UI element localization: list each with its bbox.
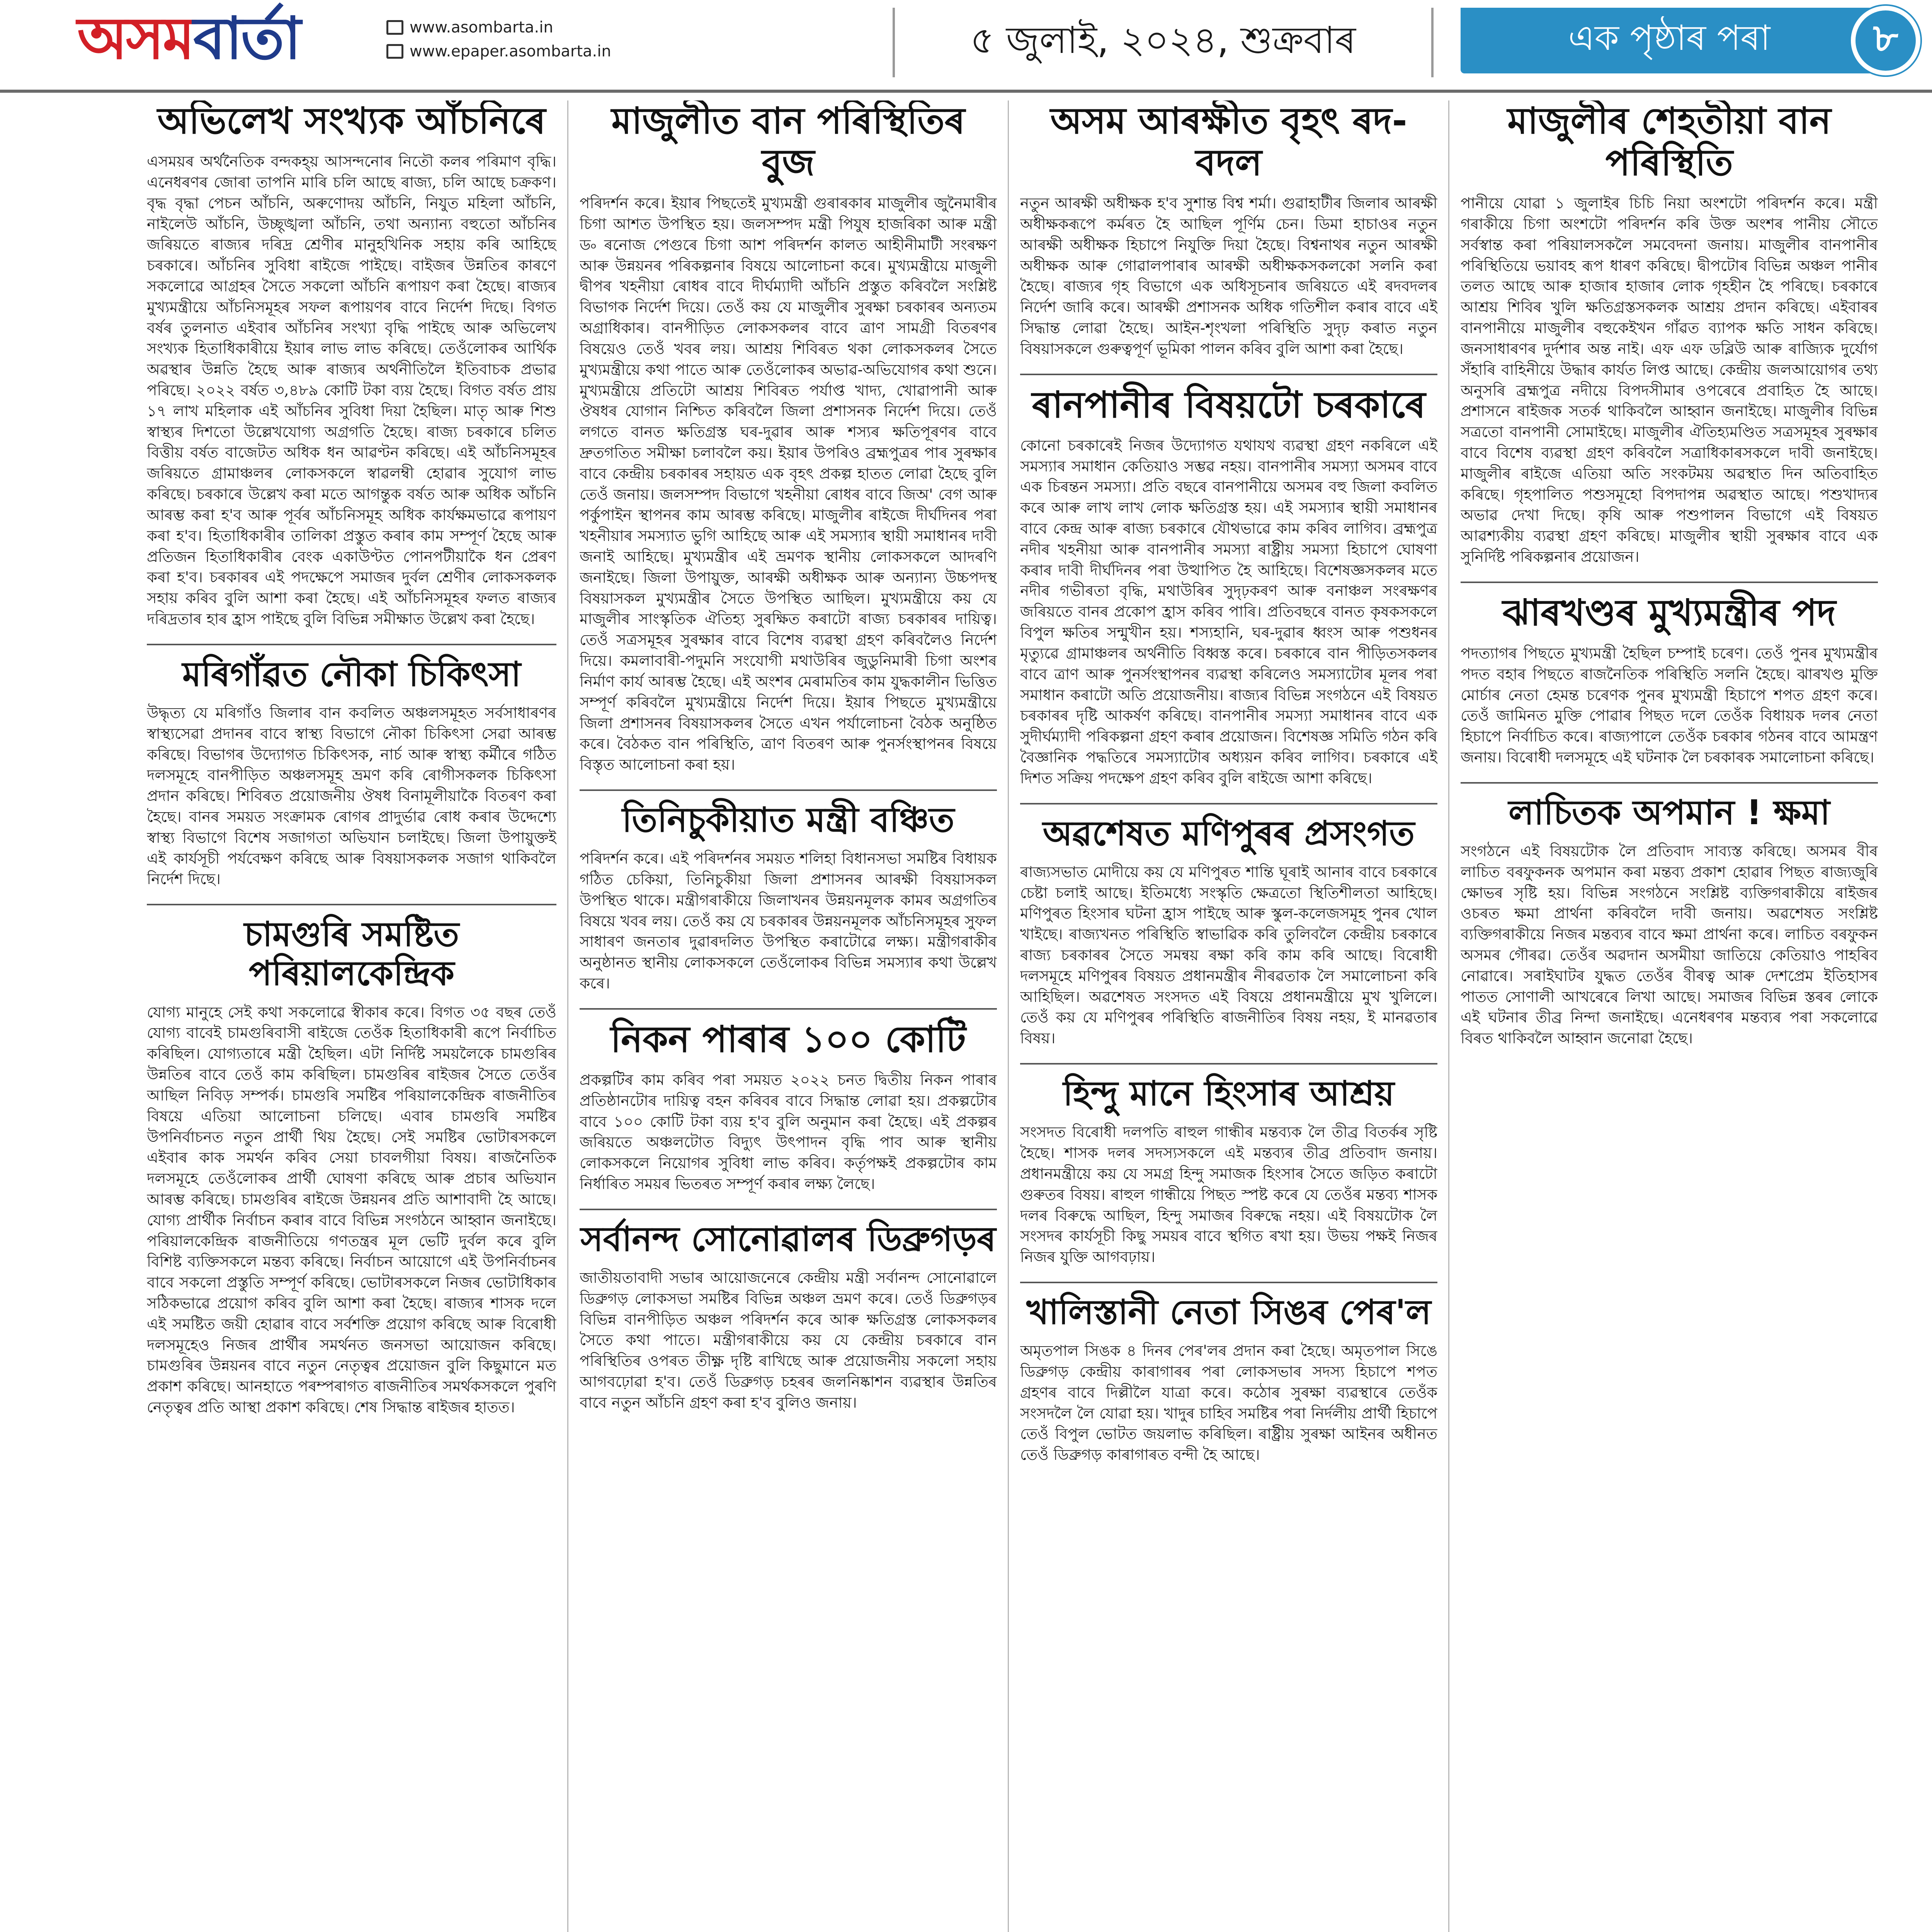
article[interactable] [147, 655, 556, 890]
page-number: ৮ [1873, 15, 1898, 61]
article-headline[interactable]: ঝাৰখণ্ডৰ মুখ্যমন্ত্ৰীৰ পদ [1502, 592, 1836, 634]
article[interactable] [580, 100, 997, 776]
epaper-icon [386, 44, 403, 59]
article[interactable] [147, 100, 556, 630]
article[interactable] [1020, 100, 1437, 360]
article[interactable] [147, 915, 556, 1418]
dateline [893, 8, 1434, 77]
article-headline[interactable]: খালিস্তানী নেতা সিঙৰ পেৰ'ল [1026, 1292, 1431, 1332]
article[interactable] [1020, 384, 1437, 789]
article-body: এসময়ৰ অৰ্থনৈতিক বন্দকহ্‌য় আসন্দনোৰ নিতৌ কলৰ পৰিমাণ বৃদ্ধি। এনেধৰণৰ জোৰা তাপনি মাৰি চলি আছে ৰাজ্য, চলি আছে চক্ৰকণ। বৃদ্ধ বৃদ্ধা পেচন আঁচনি, অৰুণোদয় আঁচনি, নিযুত মহিলা আঁচনি, নাইলেউ আঁচনি, উচ্ছৃঙ্খলা আঁচনি, তথা অন্যান্য বহুতো আঁচনিৰ জৰিয়তে ৰাজ্যৰ দৰিদ্ৰ শ্ৰেণীৰ মানুহখিনিক সহায় কৰি আহিছে চৰকাৰে। আঁচনিৰ সুবিধা ৰাইজে পাইছে। বাইজৰ উন্নতিৰ কাৰণে সকলোৱে আগ্ৰহৰ সৈতে সকলো আঁচনি ৰূপায়ণ কৰা হৈছে। ৰাজ্যৰ মুখ্যমন্ত্ৰীয়ে আঁচনিসমূহৰ সফল ৰূপায়ণৰ বাবে নিৰ্দেশ দিছে। বিগত বৰ্ষৰ তুলনাত এইবাৰ আঁচনিৰ সংখ্যা বৃদ্ধি পাইছে আৰু অভিলেখ সংখ্যক হিতাধিকাৰীয়ে ইয়াৰ লাভ লাভ কৰিছে। তেওঁলোকৰ আৰ্থিক অৱস্থাৰ উন্নতি হৈছে আৰু ৰাজ্যৰ অৰ্থনীতিলৈ ইতিবাচক প্ৰভাৱ পৰিছে। ২০২২ বৰ্ষত ৩,৪৮৯ কোটি টকা ব্যয় হৈছে। বিগত বৰ্ষত প্ৰায় ১৭ লাখ মহিলাক এই আঁচনিৰ সুবিধা দিয়া হৈছিল। মাতৃ আৰু শিশু স্বাস্থ্যৰ দিশতো উল্লেখযোগ্য অগ্ৰগতি হৈছে। ৰাজ্য চৰকাৰে চলিত বিত্তীয় বৰ্ষত বাজেটত অধিক ধন আৱণ্টন কৰিছে। এই আঁচনিসমূহৰ জৰিয়তে গ্ৰামাঞ্চলৰ লোকসকলে স্বাৱলম্বী হোৱাৰ সুযোগ লাভ কৰিছে। চৰকাৰে উল্লেখ কৰা মতে আগন্তুক বৰ্ষত আৰু অধিক আঁচনি আৰম্ভ কৰা হ'ব আৰু পূৰ্বৰ আঁচনিসমূহ অধিক কাৰ্যক্ষমভাৱে ৰূপায়ণ কৰা হ'ব। হিতাধিকাৰীৰ তালিকা প্ৰস্তুত কৰাৰ কাম সম্পূৰ্ণ হৈছে আৰু প্ৰতিজন হিতাধিকাৰীৰ বেংক একাউণ্টত পোনপটীয়াকৈ ধন প্ৰেৰণ কৰা হ'ব। চৰকাৰৰ এই পদক্ষেপে সমাজৰ দুৰ্বল শ্ৰেণীৰ লোকসকলক সহায় কৰিব বুলি আশা কৰা হৈছে। এই আঁচনিসমূহৰ ফলত ৰাজ্যৰ দৰিদ্ৰতাৰ হাৰ হ্ৰাস পাইছে বুলি বিভিন্ন সমীক্ষাত উল্লেখ কৰা হৈছে। [147, 153, 556, 628]
article-headline[interactable]: অভিলেখ সংখ্যক আঁচনিৰে [157, 100, 546, 142]
article-body: যোগ্য মানুহে সেই কথা সকলোৱে স্বীকাৰ কৰে। বিগত ৩৫ বছৰ তেওঁ যোগ্য বাবেই চামগুৰিবাসী ৰাইজে তেওঁক হিতাধিকাৰী ৰূপে নিৰ্বাচিত কৰিছিল। যোগ্যতাৰে মন্ত্ৰী হৈছিল। এটা নিৰ্দিষ্ট সময়লৈকে চামগুৰিৰ উন্নতিৰ বাবে তেওঁ কাম কৰিছিল। চামগুৰিৰ ৰাইজৰ সৈতে তেওঁৰ আছিল নিবিড় সম্পৰ্ক। চামগুৰি সমষ্টিৰ পৰিয়ালকেন্দ্ৰিক ৰাজনীতিৰ বিষয়ে এতিয়া আলোচনা চলিছে। এবাৰ চামগুৰি সমষ্টিৰ উপনিৰ্বাচনত নতুন প্ৰাৰ্থী থিয় হৈছে। সেই সমষ্টিৰ ভোটাৰসকলে এইবাৰ কাক সমৰ্থন কৰিব সেয়া চাবলগীয়া বিষয়। ৰাজনৈতিক দলসমূহে তেওঁলোকৰ প্ৰাৰ্থী ঘোষণা কৰিছে আৰু প্ৰচাৰ অভিযান আৰম্ভ কৰিছে। চামগুৰিৰ ৰাইজে উন্নয়নৰ প্ৰতি আশাবাদী হৈ আছে। যোগ্য প্ৰাৰ্থীক নিৰ্বাচন কৰাৰ বাবে বিভিন্ন সংগঠনে আহ্বান জনাইছে। পৰিয়ালকেন্দ্ৰিক ৰাজনীতিয়ে গণতন্ত্ৰৰ মূল ভেটি দুৰ্বল কৰে বুলি বিশিষ্ট ব্যক্তিসকলে মন্তব্য কৰিছে। নিৰ্বাচন আয়োগে এই উপনিৰ্বাচনৰ বাবে সকলো প্ৰস্তুতি সম্পূৰ্ণ কৰিছে। ভোটাৰসকলে নিজৰ ভোটাধিকাৰ সঠিকভাৱে প্ৰয়োগ কৰিব বুলি আশা কৰা হৈছে। ৰাজ্যৰ শাসক দলে এই সমষ্টিত জয়ী হোৱাৰ বাবে সৰ্বশক্তি প্ৰয়োগ কৰিছে আৰু বিৰোধী দলসমূহেও নিজৰ প্ৰাৰ্থীৰ সমৰ্থনত জনসভা আয়োজন কৰিছে। চামগুৰিৰ উন্নয়নৰ বাবে নতুন নেতৃত্বৰ প্ৰয়োজন বুলি কিছুমানে মত প্ৰকাশ কৰিছে। আনহাতে পৰম্পৰাগত ৰাজনীতিৰ সমৰ্থকসকলে পুৰণি নেতৃত্বৰ প্ৰতি আস্থা প্ৰকাশ কৰিছে। শেষ সিদ্ধান্ত ৰাইজৰ হাতত। [147, 1003, 556, 1417]
article-headline[interactable]: ৰানপানীৰ বিষয়টো চৰকাৰে [1032, 384, 1426, 426]
article-body: পানীয়ে যোৱা ১ জুলাইৰ চিচি নিয়া অংশটো পৰিদৰ্শন কৰে। মন্ত্ৰী গৰাকীয়ে চিগা অংশটো পৰিদৰ্শন কৰি উক্ত অংশৰ পানীয় সৌতে সৰ্বস্বান্ত কৰা পৰিয়ালসকলৈ সমবেদনা জনায়। মাজুলীৰ বানপানীৰ পৰিস্থিতিয়ে ভয়াবহ ৰূপ ধাৰণ কৰিছে। দ্বীপটোৰ বিভিন্ন অঞ্চল পানীৰ তলত আছে আৰু হাজাৰ হাজাৰ লোক গৃহহীন হৈ পৰিছে। চৰকাৰে আশ্ৰয় শিবিৰ খুলি ক্ষতিগ্ৰস্তসকলক আশ্ৰয় প্ৰদান কৰিছে। এইবাৰৰ বানপানীয়ে মাজুলীৰ বহুকেইখন গাঁৱত ব্যাপক ক্ষতি সাধন কৰিছে। জনসাধাৰণৰ দুৰ্দশাৰ অন্ত নাই। এফ এফ ডব্লিউ আৰু ৰাজ্যিক দুৰ্যোগ সঁহাৰি বাহিনীয়ে উদ্ধাৰ কাৰ্যত লিপ্ত আছে। কেন্দ্ৰীয় জলআয়োগৰ তথ্য অনুসৰি ব্ৰহ্মপুত্ৰ নদীয়ে বিপদসীমাৰ ওপৰেৰে প্ৰবাহিত হৈ আছে। প্ৰশাসনে ৰাইজক সতৰ্ক থাকিবলৈ আহ্বান জনাইছে। মাজুলীৰ বিভিন্ন সত্ৰতো বানপানী সোমাইছে। মাজুলীৰ ঐতিহ্যমণ্ডিত সত্ৰসমূহৰ সুৰক্ষাৰ বাবে বিশেষ ব্যৱস্থা গ্ৰহণ কৰিবলৈ সত্ৰাধিকাৰসকলে দাবী জনাইছে। মাজুলীৰ ৰাইজে এতিয়া অতি সংকটময় অৱস্থাত দিন অতিবাহিত কৰিছে। গৃহপালিত পশুসমূহো বিপদাপন্ন অৱস্থাত আছে। পশুখাদ্যৰ অভাৱ দেখা দিছে। কৃষি আৰু পশুপালন বিভাগে এই বিষয়ত আৱশ্যকীয় ব্যৱস্থা গ্ৰহণ কৰিছে। মাজুলীৰ স্থায়ী সুৰক্ষাৰ বাবে এক সুনিৰ্দিষ্ট পৰিকল্পনাৰ প্ৰয়োজন। [1461, 195, 1878, 566]
article-divider [580, 1209, 997, 1210]
article-body: নতুন আৰক্ষী অধীক্ষক হ'ব সুশান্ত বিশ্ব শৰ্মা। গুৱাহাটীৰ জিলাৰ আৰক্ষী অধীক্ষকৰূপে কৰ্মৰত হৈ আছিল পূৰ্ণিম চেন। ডিমা হাচাওৰ নতুন আৰক্ষী অধীক্ষক হিচাপে নিযুক্তি দিয়া হৈছে। বিশ্বনাথৰ নতুন আৰক্ষী অধীক্ষক আৰু গোৱালপাৰাৰ আৰক্ষী অধীক্ষকসকলকো সলনি কৰা হৈছে। ৰাজ্যৰ গৃহ বিভাগে এক অধিসূচনাৰ জৰিয়তে এই ৰদবদলৰ নিৰ্দেশ জাৰি কৰে। আৰক্ষী প্ৰশাসনক অধিক গতিশীল কৰাৰ বাবে এই সিদ্ধান্ত লোৱা হৈছে। আইন-শৃংখলা পৰিস্থিতি সুদৃঢ় কৰাত নতুন বিষয়াসকলে গুৰুত্বপূৰ্ণ ভূমিকা পালন কৰিব বুলি আশা কৰা হৈছে। [1020, 195, 1437, 358]
article[interactable] [1020, 814, 1437, 1049]
column-4 [1461, 100, 1878, 1932]
article[interactable] [580, 800, 997, 994]
article-divider [580, 789, 997, 791]
article-headline[interactable]: অৱশেষত মণিপুৰৰ প্ৰসংগত [1043, 813, 1415, 853]
article-body: অমৃতপাল সিঙক ৪ দিনৰ পেৰ'লৰ প্ৰদান কৰা হৈছে। অমৃতপাল সিঙে ডিব্ৰুগড় কেন্দ্ৰীয় কাৰাগাৰৰ পৰা লোকসভাৰ সদস্য হিচাপে শপত গ্ৰহণৰ বাবে দিল্লীলৈ যাত্ৰা কৰে। কঠোৰ সুৰক্ষা ব্যৱস্থাৰে তেওঁক সংসদলৈ লৈ যোৱা হয়। খাদুৰ চাহিব সমষ্টিৰ পৰা নিৰ্দলীয় প্ৰাৰ্থী হিচাপে তেওঁ বিপুল ভোটত জয়লাভ কৰিছিল। ৰাষ্ট্ৰীয় সুৰক্ষা আইনৰ অধীনত তেওঁ ডিব্ৰুগড় কাৰাগাৰত বন্দী হৈ আছে। [1020, 1342, 1437, 1464]
website-links [386, 15, 611, 63]
article[interactable] [580, 1219, 997, 1413]
logo-part-2: বার্তা [193, 5, 300, 72]
article-body: পৰিদৰ্শন কৰে। এই পৰিদৰ্শনৰ সময়ত শলিহা বিধানসভা সমষ্টিৰ বিধায়ক গঠিত চেকিয়া, তিনিচুকীয়া জিলা প্ৰশাসনৰ আৰক্ষী বিষয়াসকল উপস্থিত থাকে। মন্ত্ৰীগৰাকীয়ে জিলাখনৰ উন্নয়নমূলক কামৰ অগ্ৰগতিৰ বিষয়ে খবৰ লয়। তেওঁ কয় যে চৰকাৰৰ উন্নয়নমূলক আঁচনিসমূহৰ সুফল সাধাৰণ জনতাৰ দুৱাৰদলিত উপস্থিত কৰাটোৱে লক্ষ্য। মন্ত্ৰীগৰাকীৰ অনুষ্ঠানত স্থানীয় লোকসকলে তেওঁলোকৰ বিভিন্ন সমস্যাৰ কথা উল্লেখ কৰে। [580, 850, 997, 992]
section-label: এক পৃষ্ঠাৰ পৰা [1568, 18, 1770, 58]
section-tab [1461, 8, 1878, 73]
page-number-badge [1851, 6, 1920, 75]
article-body: সংগঠনে এই বিষয়টোক লৈ প্ৰতিবাদ সাব্যস্ত কৰিছে। অসমৰ বীৰ লাচিত বৰফুকনক অপমান কৰা মন্তব্য প্ৰকাশ হোৱাৰ পিছত ৰাজ্যজুৰি ক্ষোভৰ সৃষ্টি হয়। বিভিন্ন সংগঠনে সংশ্লিষ্ট ব্যক্তিগৰাকীয়ে ৰাইজৰ ওচৰত ক্ষমা প্ৰাৰ্থনা কৰিবলৈ দাবী জনায়। অৱশেষত সংশ্লিষ্ট ব্যক্তিগৰাকীয়ে নিজৰ মন্তব্যৰ বাবে ক্ষমা প্ৰাৰ্থনা কৰে। লাচিত বৰফুকন অসমৰ গৌৰৱ। তেওঁৰ অৱদান অসমীয়া জাতিয়ে কেতিয়াও পাহৰিব নোৱাৰে। সৰাইঘাটৰ যুদ্ধত তেওঁৰ বীৰত্ব আৰু দেশপ্ৰেম ইতিহাসৰ পাতত সোণালী আখৰেৰে লিখা আছে। সমাজৰ বিভিন্ন স্তৰৰ লোকে এই ঘটনাৰ তীব্ৰ নিন্দা জনাইছে। এনেধৰণৰ মন্তব্যৰ পৰা সকলোৱে বিৰত থাকিবলৈ আহ্বান জনোৱা হৈছে। [1461, 842, 1878, 1048]
article-divider [1020, 803, 1437, 804]
newspaper-logo[interactable] [77, 4, 299, 81]
masthead [0, 0, 1932, 93]
article[interactable] [1020, 1293, 1437, 1466]
article[interactable] [580, 1019, 997, 1195]
article[interactable] [1461, 100, 1878, 568]
article-body: পৰিদৰ্শন কৰে। ইয়াৰ পিছতেই মুখ্যমন্ত্ৰী গুৰাৰকাৰ মাজুলীৰ জুনৈমাৰীৰ চিগা আশত উপস্থিত হয়। জলসম্পদ মন্ত্ৰী পিযুষ হাজৰিকা আৰু মন্ত্ৰী ড৹ ৰনোজ পেগুৰে চিগা আশ পৰিদৰ্শন কালত আহীনীমাটী সংৰক্ষণ আৰু উন্নয়নৰ পৰিকল্পনাৰ বিষয়ে আলোচনা কৰে। মুখ্যমন্ত্ৰীয়ে মাজুলী দ্বীপৰ খহনীয়া ৰোধৰ বাবে দীৰ্ঘম্যাদী আঁচনি প্ৰস্তুত কৰিবলৈ সংশ্লিষ্ট বিভাগক নিৰ্দেশ দিয়ে। তেওঁ কয় যে মাজুলীৰ সুৰক্ষা চৰকাৰৰ অন্যতম অগ্ৰাধিকাৰ। বানপীড়িত লোকসকলৰ বাবে ত্ৰাণ সামগ্ৰী বিতৰণৰ বিষয়েও তেওঁ খবৰ লয়। আশ্ৰয় শিবিৰত থকা লোকসকলৰ সৈতে মুখ্যমন্ত্ৰীয়ে কথা পাতে আৰু তেওঁলোকৰ অভাৱ-অভিযোগৰ কথা শুনে। মুখ্যমন্ত্ৰীয়ে প্ৰতিটো আশ্ৰয় শিবিৰত পৰ্যাপ্ত খাদ্য, খোৱাপানী আৰু ঔষধৰ যোগান নিশ্চিত কৰিবলৈ জিলা প্ৰশাসনক নিৰ্দেশ দিয়ে। তেওঁ লগতে বানত ক্ষতিগ্ৰস্ত ঘৰ-দুৱাৰ আৰু শস্যৰ ক্ষতিপূৰণৰ বাবে দ্ৰুতগতিত সমীক্ষা চলাবলৈ কয়। ইয়াৰ উপৰিও ব্ৰহ্মপুত্ৰৰ পাৰ সুৰক্ষাৰ বাবে কেন্দ্ৰীয় চৰকাৰৰ সহায়ত এক বৃহৎ প্ৰকল্প হাতত লোৱা হৈছে বুলি তেওঁ জনায়। জলসম্পদ বিভাগে খহনীয়া ৰোধৰ বাবে জিঅ' বেগ আৰু পৰ্কুপাইন স্থাপনৰ কাম আৰম্ভ কৰিছে। মাজুলীৰ ৰাইজে দীৰ্ঘদিনৰ পৰা খহনীয়াৰ সমস্যাত ভুগি আহিছে আৰু এই সমস্যাৰ স্থায়ী সমাধানৰ দাবী জনাই আহিছে। মুখ্যমন্ত্ৰীৰ এই ভ্ৰমণক স্থানীয় লোকসকলে আদৰণি জনাইছে। জিলা উপায়ুক্ত, আৰক্ষী অধীক্ষক আৰু অন্যান্য উচ্চপদস্থ বিষয়াসকল মুখ্যমন্ত্ৰীৰ সৈতে উপস্থিত আছিল। মুখ্যমন্ত্ৰীয়ে কয় যে মাজুলীৰ সাংস্কৃতিক ঐতিহ্য সুৰক্ষিত কৰাটো ৰাজ্য চৰকাৰৰ দায়িত্ব। তেওঁ সত্ৰসমূহৰ সুৰক্ষাৰ বাবে বিশেষ ব্যৱস্থা গ্ৰহণ কৰিবলৈও নিৰ্দেশ দিয়ে। কমলাবাৰী-পদুমনি সংযোগী মথাউৰিৰ জুডুনিমাৰী চিগা অংশৰ নিৰ্মাণ কাৰ্য আৰম্ভ হৈছে। এই অংশৰ মেৰামতিৰ কাম যুদ্ধকালীন ভিত্তিত সম্পূৰ্ণ কৰিবলৈ মুখ্যমন্ত্ৰীয়ে নিৰ্দেশ দিয়ে। ইয়াৰ পিছতে মুখ্যমন্ত্ৰীয়ে জিলা প্ৰশাসনৰ বিষয়াসকলৰ সৈতে এখন পৰ্যালোচনা বৈঠক অনুষ্ঠিত কৰে। বৈঠকত বান পৰিস্থিতি, ত্ৰাণ বিতৰণ আৰু পুনৰ্সংস্থাপনৰ বিষয়ে বিস্তৃত আলোচনা কৰা হয়। [580, 195, 997, 774]
article-divider [1461, 582, 1878, 583]
article-divider [1461, 782, 1878, 784]
article-body: প্ৰকল্পটিৰ কাম কৰিব পৰা সময়ত ২০২২ চনত দ্বিতীয় নিকন পাৰাৰ প্ৰতিষ্ঠানটোৰ দায়িত্ব বহন কৰিবৰ বাবে সিদ্ধান্ত লোৱা হয়। প্ৰকল্পটোৰ বাবে ১০০ কোটি টকা ব্যয় হ'ব বুলি অনুমান কৰা হৈছে। এই প্ৰকল্পৰ জৰিয়তে অঞ্চলটোত বিদ্যুৎ উৎপাদন বৃদ্ধি পাব আৰু স্থানীয় লোকসকলে নিয়োগৰ সুবিধা লাভ কৰিব। কৰ্তৃপক্ষই প্ৰকল্পটোৰ কাম নিৰ্ধাৰিত সময়ৰ ভিতৰত সম্পূৰ্ণ কৰাৰ লক্ষ্য লৈছে। [580, 1071, 997, 1193]
column-2 [580, 100, 997, 1932]
article-divider [1020, 1063, 1437, 1065]
article-headline[interactable]: তিনিচুকীয়াত মন্ত্ৰী বঞ্চিত [622, 799, 955, 840]
article-body: জাতীয়তাবাদী সভাৰ আয়োজনেৰে কেন্দ্ৰীয় মন্ত্ৰী সৰ্বানন্দ সোনোৱালে ডিব্ৰুগড় লোকসভা সমষ্টিৰ বিভিন্ন অঞ্চল ভ্ৰমণ কৰে। তেওঁ ডিব্ৰুগড়ৰ বিভিন্ন বানপীড়িত অঞ্চল পৰিদৰ্শন কৰে আৰু ক্ষতিগ্ৰস্ত লোকসকলৰ সৈতে কথা পাতে। মন্ত্ৰীগৰাকীয়ে কয় যে কেন্দ্ৰীয় চৰকাৰে বান পৰিস্থিতিৰ ওপৰত তীক্ষ্ণ দৃষ্টি ৰাখিছে আৰু প্ৰয়োজনীয় সকলো সহায় আগবঢ়োৱা হ'ব। তেওঁ ডিব্ৰুগড় চহৰৰ জলনিষ্কাশন ব্যৱস্থাৰ উন্নতিৰ বাবে নতুন আঁচনি গ্ৰহণ কৰা হ'ব বুলিও জনায়। [580, 1269, 997, 1412]
article-divider [147, 904, 556, 905]
article-divider [580, 1008, 997, 1010]
article-headline[interactable]: অসম আৰক্ষীত বৃহৎ ৰদ-বদল [1050, 100, 1407, 184]
issue-date: ৫ জুলাই, ২০২৪, শুক্ৰবাৰ [970, 18, 1356, 62]
article-headline[interactable]: হিন্দু মানে হিংসাৰ আশ্ৰয় [1063, 1073, 1395, 1114]
article-body: উদ্ধৃত্য যে মৰিগাঁও জিলাৰ বান কবলিত অঞ্চলসমূহত সৰ্বসাধাৰণৰ স্বাস্থ্যসেৱা প্ৰদানৰ বাবে স্বাস্থ্য বিভাগে নৌকা চিকিৎসা সেৱা আৰম্ভ কৰিছে। বিভাগৰ উদ্যোগত চিকিৎসক, নাৰ্চ আৰু স্বাস্থ্য কৰ্মীৰে গঠিত দলসমূহে বানপীড়িত অঞ্চলসমূহ ভ্ৰমণ কৰি ৰোগীসকলক চিকিৎসা প্ৰদান কৰিছে। শিবিৰত প্ৰয়োজনীয় ঔষধ বিনামূলীয়াকৈ বিতৰণ কৰা হৈছে। বানৰ সময়ত সংক্ৰামক ৰোগৰ প্ৰাদুৰ্ভাৱ ৰোধ কৰাৰ উদ্দেশ্যে স্বাস্থ্য বিভাগে বিশেষ সজাগতা অভিযান চলাইছে। জিলা উপায়ুক্তই এই কাৰ্যসূচী পৰ্যবেক্ষণ কৰিছে আৰু বিষয়াসকলক সজাগ থাকিবলৈ নিৰ্দেশ দিছে। [147, 704, 556, 888]
article-body: কোনো চৰকাৰেই নিজৰ উদ্যোগত যথাযথ ব্যৱস্থা গ্ৰহণ নকৰিলে এই সমস্যাৰ সমাধান কেতিয়াও সম্ভৱ নহয়। বানপানীৰ সমস্যা অসমৰ বাবে এক চিৰন্তন সমস্যা। প্ৰতি বছৰে বানপানীয়ে অসমৰ বহু জিলা কবলিত কৰে আৰু লাখ লাখ লোক ক্ষতিগ্ৰস্ত হয়। এই সমস্যাৰ স্থায়ী সমাধানৰ বাবে কেন্দ্ৰ আৰু ৰাজ্য চৰকাৰে যৌথভাৱে কাম কৰিব লাগিব। ব্ৰহ্মপুত্ৰ নদীৰ খহনীয়া আৰু বানপানীৰ সমস্যা ৰাষ্ট্ৰীয় সমস্যা হিচাপে ঘোষণা কৰাৰ দাবী দীৰ্ঘদিনৰ পৰা উত্থাপিত হৈ আহিছে। বিশেষজ্ঞসকলৰ মতে নদীৰ গভীৰতা বৃদ্ধি, মথাউৰিৰ সুদৃঢ়কৰণ আৰু বনাঞ্চল সংৰক্ষণৰ জৰিয়তে বানৰ প্ৰকোপ হ্ৰাস কৰিব পাৰি। প্ৰতিবছৰে বানত কৃষকসকলে বিপুল ক্ষতিৰ সন্মুখীন হয়। শস্যহানি, ঘৰ-দুৱাৰ ধ্বংস আৰু পশুধনৰ মৃত্যুৱে গ্ৰামাঞ্চলৰ অৰ্থনীতি বিধ্বস্ত কৰে। চৰকাৰে বান পীড়িতসকলৰ বাবে ত্ৰাণ আৰু পুনৰ্সংস্থাপনৰ ব্যৱস্থা কৰিলেও সমস্যাটোৰ মূলৰ পৰা সমাধান কৰাটো অতি প্ৰয়োজনীয়। ৰাজ্যৰ বিভিন্ন সংগঠনে এই বিষয়ত চৰকাৰৰ দৃষ্টি আকৰ্ষণ কৰিছে। বানপানীৰ সমস্যা সমাধানৰ বাবে এক সুদীৰ্ঘম্যাদী পৰিকল্পনা গ্ৰহণ কৰাৰ প্ৰয়োজন। বিশেষজ্ঞ সমিতি গঠন কৰি বৈজ্ঞানিক পদ্ধতিৰে সমস্যাটোৰ অধ্যয়ন কৰিব লাগিব। চৰকাৰে এই দিশত সক্ৰিয় পদক্ষেপ গ্ৰহণ কৰিব বুলি ৰাইজে আশা কৰিছে। [1020, 437, 1437, 787]
column-3 [1020, 100, 1437, 1932]
article-headline[interactable]: সৰ্বানন্দ সোনোৱালৰ ডিব্ৰুগড়ৰ [580, 1219, 996, 1259]
web-icon [386, 20, 403, 35]
epaper-link[interactable]: www.epaper.asombarta.in [410, 43, 611, 60]
column-divider [1448, 100, 1449, 1932]
article-headline[interactable]: লাচিতক অপমান ! ক্ষমা [1509, 792, 1830, 832]
article-divider [147, 644, 556, 645]
column-1 [147, 100, 556, 1932]
article-body: সংসদত বিৰোধী দলপতি ৰাহুল গান্ধীৰ মন্তব্যক লৈ তীব্ৰ বিতৰ্কৰ সৃষ্টি হৈছে। শাসক দলৰ সদস্যসকলে এই মন্তব্যৰ তীব্ৰ প্ৰতিবাদ জনায়। প্ৰধানমন্ত্ৰীয়ে কয় যে সমগ্ৰ হিন্দু সমাজক হিংসাৰ সৈতে জড়িত কৰাটো গুৰুতৰ বিষয়। ৰাহুল গান্ধীয়ে পিছত স্পষ্ট কৰে যে তেওঁৰ মন্তব্য শাসক দলৰ বিৰুদ্ধে আছিল, হিন্দু সমাজৰ বিৰুদ্ধে নহয়। এই বিষয়টোক লৈ সংসদৰ কাৰ্যসূচী কিছু সময়ৰ বাবে স্থগিত ৰখা হয়। উভয় পক্ষই নিজৰ নিজৰ যুক্তি আগবঢ়ায়। [1020, 1124, 1437, 1266]
column-divider [1008, 100, 1009, 1932]
article-headline[interactable]: মাজুলীত বান পৰিস্থিতিৰ বুজ [611, 100, 965, 184]
article-headline[interactable]: নিকন পাৰাৰ ১০০ কোটি [611, 1018, 966, 1061]
website-link[interactable]: www.asombarta.in [410, 19, 553, 36]
article-headline[interactable]: মাজুলীৰ শেহতীয়া বান পৰিস্থিতি [1507, 100, 1831, 184]
article-body: ৰাজ্যসভাত মোদীয়ে কয় যে মণিপুৰত শান্তি ঘূৰাই আনাৰ বাবে চৰকাৰে চেষ্টা চলাই আছে। ইতিমধ্যে সংস্কৃতি ক্ষেত্ৰতো স্থিতিশীলতা আহিছে। মণিপুৰত হিংসাৰ ঘটনা হ্ৰাস পাইছে আৰু স্কুল-কলেজসমূহ পুনৰ খোল খাইছে। ৰাজ্যখনত পৰিস্থিতি স্বাভাৱিক কৰি তুলিবলৈ কেন্দ্ৰীয় চৰকাৰে ৰাজ্য চৰকাৰৰ সৈতে সমন্বয় ৰক্ষা কৰি কাম কৰি আছে। বিৰোধী দলসমূহে মণিপুৰৰ বিষয়ত প্ৰধানমন্ত্ৰীৰ নীৰৱতাক লৈ সমালোচনা কৰি আহিছিল। অৱশেষত সংসদত এই বিষয়ে প্ৰধানমন্ত্ৰীয়ে মুখ খুলিলে। তেওঁ কয় যে মণিপুৰৰ পৰিস্থিতি ৰাজনীতিৰ বিষয় নহয়, ই মানৱতাৰ বিষয়। [1020, 863, 1437, 1048]
article[interactable] [1461, 793, 1878, 1049]
article-body: পদত্যাগৰ পিছতে মুখ্যমন্ত্ৰী হৈছিল চম্পাই চৰেণ। তেওঁ পুনৰ মুখ্যমন্ত্ৰীৰ পদত বহাৰ পিছতে ৰাজনৈতিক পৰিস্থিতি সলনি হৈছে। ঝাৰখণ্ড মুক্তি মোৰ্চাৰ নেতা হেমন্ত চৰেণক পুনৰ মুখ্যমন্ত্ৰী হিচাপে শপত গ্ৰহণ কৰে। তেওঁ জামিনত মুক্তি পোৱাৰ পিছত দলে তেওঁক বিধায়ক দলৰ নেতা হিচাপে নিৰ্বাচিত কৰে। ৰাজ্যপালে তেওঁক চৰকাৰ গঠনৰ বাবে আমন্ত্ৰণ জনায়। বিৰোধী দলসমূহে এই ঘটনাক লৈ চৰকাৰক সমালোচনা কৰিছে। [1461, 645, 1878, 766]
article-headline[interactable]: চামগুৰি সমষ্টিত পৰিয়ালকেন্দ্ৰিক [244, 914, 459, 993]
article-divider [1020, 374, 1437, 375]
column-divider [567, 100, 568, 1932]
article[interactable] [1461, 592, 1878, 768]
article-headline[interactable]: মৰিগাঁৱত নৌকা চিকিৎসা [182, 654, 521, 694]
logo-part-1: অসম [77, 5, 194, 72]
article[interactable] [1020, 1074, 1437, 1268]
article-divider [1020, 1282, 1437, 1283]
